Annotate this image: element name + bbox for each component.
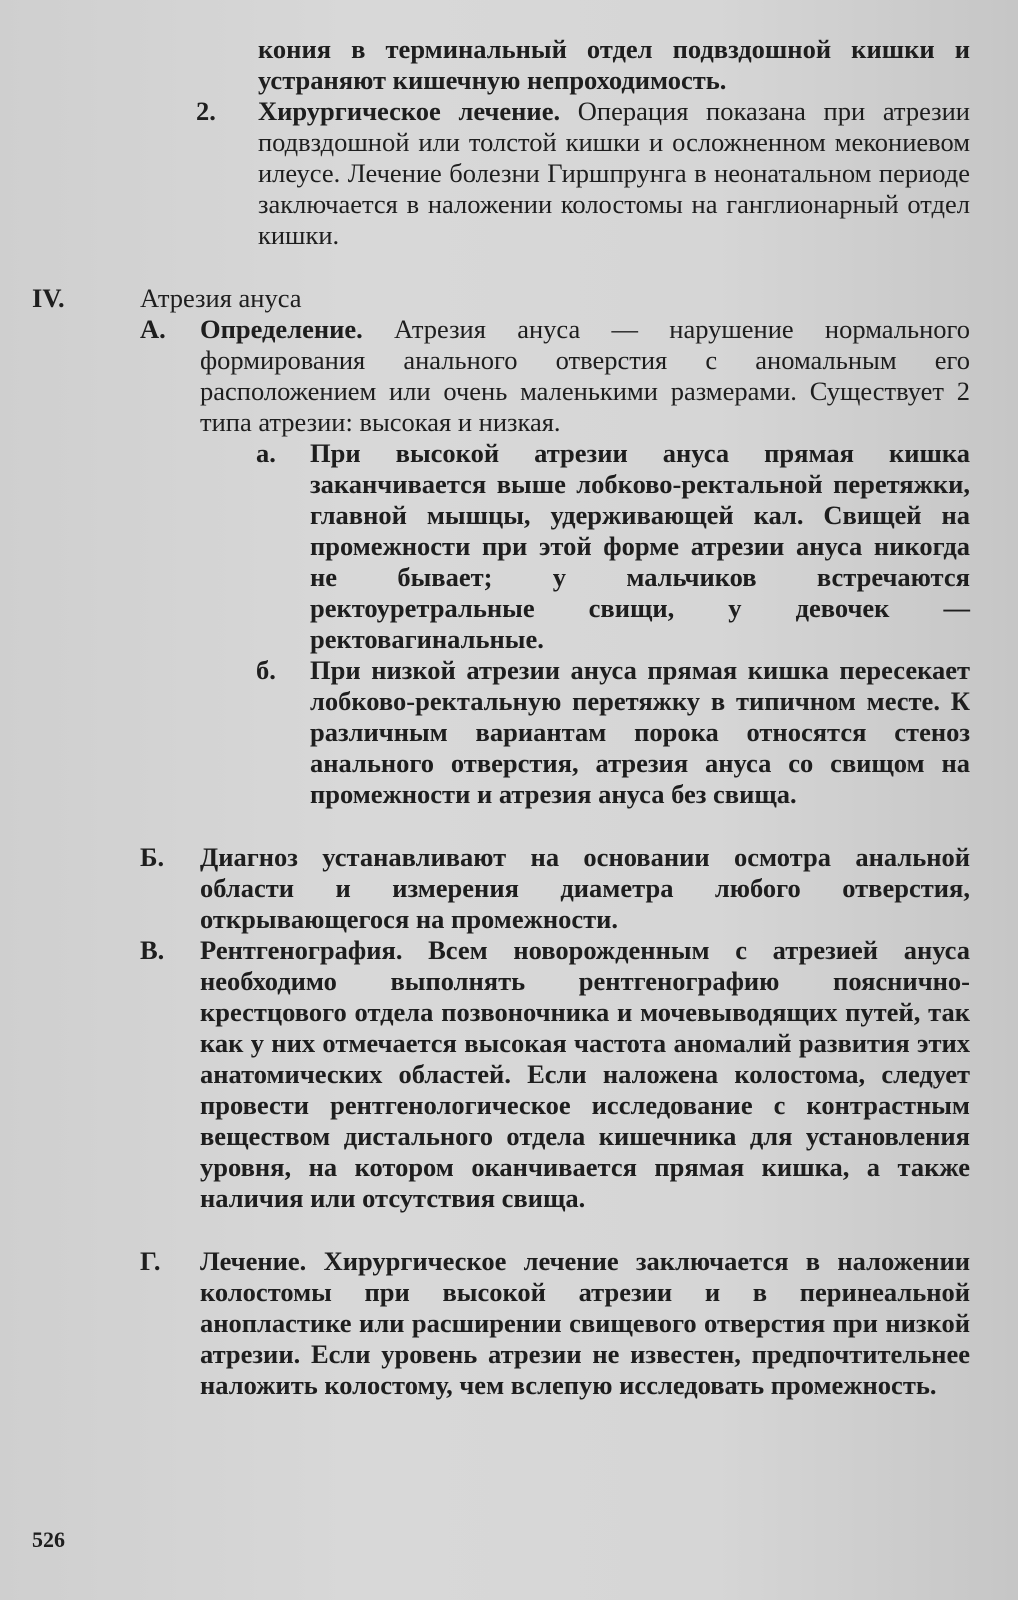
subitem-a-text: При высокой атрезии ануса прямая кишка заканчивается выше лобково-ректальной перетяжки, главной мышцы, удерживающей кал. Свищей на промежности при этой форме атрезии ануса никогда не бывает; у мальчиков встречаются ректоуретральные свищи, у девочек — ректовагинальные.: [310, 438, 970, 654]
item-v-paragraph: [200, 935, 970, 1214]
item-v-lead: Рентгенография.: [200, 935, 403, 965]
item-g-marker: Г.: [140, 1246, 161, 1276]
page-number: 526: [32, 1527, 65, 1552]
item-a-paragraph: [200, 314, 970, 438]
item-a-lead: Определение.: [200, 314, 363, 344]
item-g-text: Хирургическое лечение заключается в наложении колостомы при высокой атрезии и в перинеальной анопластике или расширении свищевого отверстия при низкой атрезии. Если уровень атрезии не известен, предпочтительнее наложить колостому, чем вслепую исследовать промежность.: [200, 1246, 970, 1400]
section-iv-marker: IV.: [32, 283, 65, 313]
item-v-marker: В.: [140, 935, 165, 965]
section-iv-title-text: Атрезия ануса: [140, 283, 302, 313]
item-2-text: Операция показана при атрезии подвздошной или толстой кишки и осложненном мекониевом илеусе. Лечение болезни Гиршпрунга в неонатальном периоде заключается в наложении колостомы на ганглионарный отдел кишки.: [258, 96, 970, 250]
item-b-marker: Б.: [140, 842, 165, 872]
item-2-lead: Хирургическое лечение.: [258, 96, 561, 126]
item-2-marker: 2.: [196, 96, 216, 126]
item-g-lead: Лечение.: [200, 1246, 307, 1276]
subitem-b-text: При низкой атрезии ануса прямая кишка пересекает лобково-ректальную перетяжку в типичном месте. К различным вариантам порока относятся стеноз анального отверстия, атрезия ануса со свищом на промежности и атрезия ануса без свища.: [310, 655, 970, 809]
item-g-paragraph: [200, 1246, 970, 1401]
subitem-b-marker: б.: [256, 655, 276, 685]
continuation-text: кония в терминальный отдел подвздошной кишки и устраняют кишечную непроходимость.: [258, 34, 970, 95]
continuation-paragraph: [258, 34, 970, 96]
item-v-text: Всем новорожденным с атрезией ануса необходимо выполнять рентгенографию пояснично-крестцового отдела позвоночника и мочевыводящих путей, так как у них отмечается высокая частота аномалий развития этих анатомических областей. Если наложена колостома, следует провести рентгенологическое исследование с контрастным веществом дистального отдела кишечника для установления уровня, на котором оканчивается прямая кишка, а также наличия или отсутствия свища.: [200, 935, 970, 1213]
subitem-a-paragraph: [310, 438, 970, 655]
item-b-text: Диагноз устанавливают на основании осмотра анальной области и измерения диаметра любого отверстия, открывающегося на промежности.: [200, 842, 970, 934]
item-a-marker: А.: [140, 314, 166, 344]
subitem-b-paragraph: [310, 655, 970, 810]
subitem-a-marker: а.: [256, 438, 276, 468]
item-2-paragraph: [258, 96, 970, 251]
section-iv-title: [140, 283, 740, 314]
item-a-text: Атрезия ануса — нарушение нормального формирования анального отверстия с аномальным его расположением или очень маленькими размерами. Существует 2 типа атрезии: высокая и низкая.: [200, 314, 970, 437]
item-b-paragraph: [200, 842, 970, 935]
